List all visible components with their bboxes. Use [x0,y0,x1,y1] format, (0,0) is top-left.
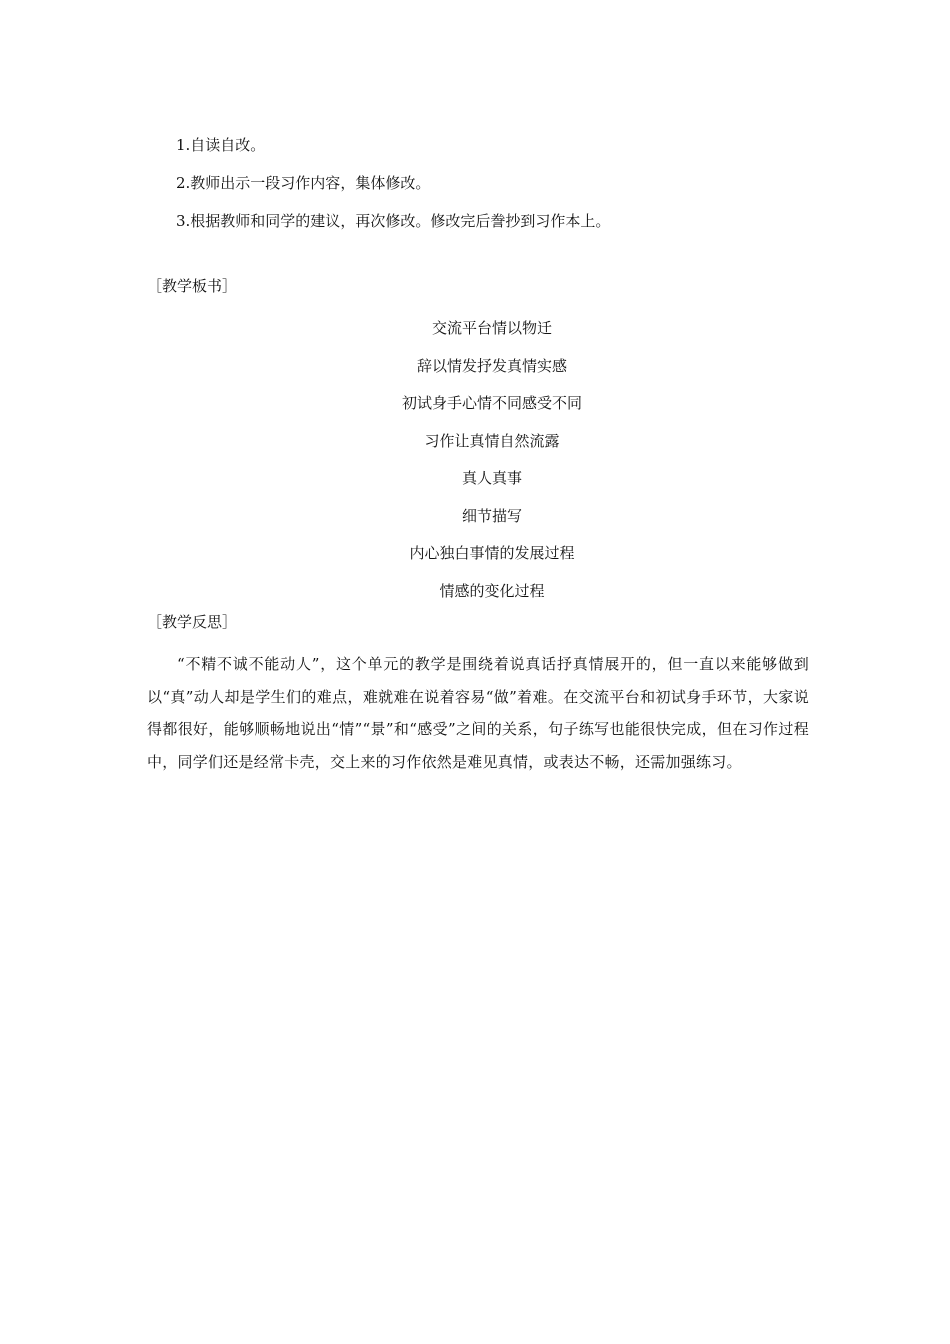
step-item: 3.根据教师和同学的建议，再次修改。修改完后誊抄到习作本上。 [176,212,611,230]
step-item: 2.教师出示一段习作内容，集体修改。 [176,174,431,192]
board-line: 交流平台情以物迁 [431,319,552,337]
board-line: 内心独白事情的发展过程 [409,544,575,562]
board-line: 初试身手心情不同感受不同 [401,394,582,412]
reflection-paragraph: “不精不诚不能动人”，这个单元的教学是围绕着说真话抒真情展开的，但一直以来能够做到以“真”动人却是学生们的难点，难就难在说着容易“做”着难。在交流平台和初试身手环节，大家说得都很好，能够顺畅地说出“情”“景”和“感受”之间的关系，句子练写也能很快完成，但在习作过程中，同学们还是经常卡壳，交上来的习作依然是难见真情，或表达不畅，还需加强练习。 [147,655,809,771]
revision-steps-list [176,126,610,240]
board-line: 情感的变化过程 [439,581,545,600]
board-line: 习作让真情自然流露 [424,431,560,450]
board-line: 细节描写 [461,506,522,525]
board-line: 辞以情发抒发真情实感 [416,356,567,375]
board-heading: ［教学板书］ [147,277,238,295]
reflection-heading: ［教学反思］ [147,613,238,631]
step-item: 1.自读自改。 [176,136,266,154]
board-line: 真人真事 [461,469,522,487]
board-lines [283,310,701,610]
